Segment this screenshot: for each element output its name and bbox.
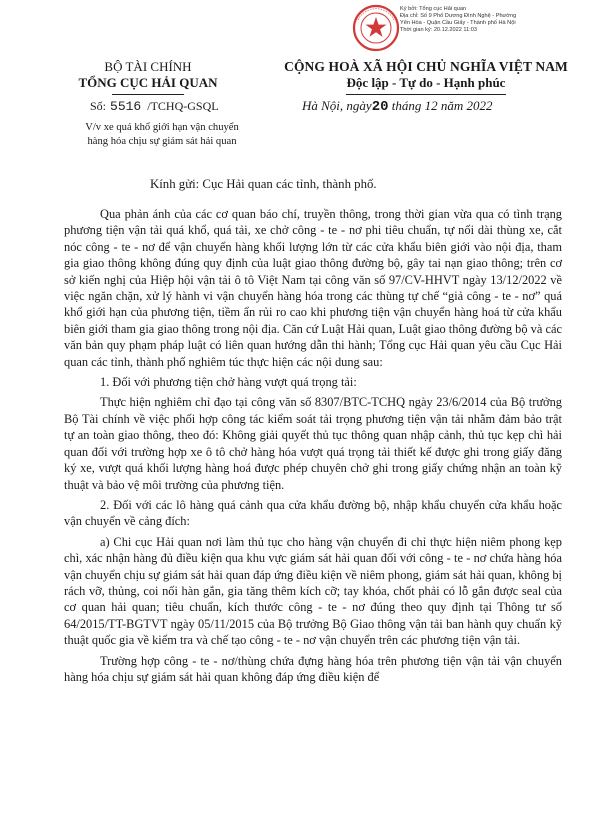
document-body bbox=[64, 206, 562, 689]
paragraph-section-2a-cont: Trường hợp công - te - nơ/thùng chứa đựng hàng hóa trên phương tiện vận tải vận chuyển hàng hóa chịu sự giám sát hải quan không đáp ứng điều kiện để bbox=[64, 653, 562, 684]
subject-line-1: V/v xe quá khổ giới hạn vận chuyển bbox=[85, 122, 239, 133]
signature-time: Thời gian ký: 20.12.2022 11:03 bbox=[400, 27, 477, 33]
signature-address-2: Yên Hòa - Quận Cầu Giấy - Thành phố Hà Nội bbox=[400, 20, 516, 26]
paragraph-section-2a: a) Chi cục Hải quan nơi làm thủ tục cho hàng vận chuyển đi chỉ thực hiện niêm phong kẹp chì, xác nhận hàng đủ điều kiện qua khu vực giám sát hải quan đối với công - te - nơ chứa hàng hóa vận chuyển chịu sự giám sát hải quan đáp ứng điều kiện về niêm phong, giám sát hải quan, không bị rách vỡ, thủng, coi nối hàn gắn, gia tăng thêm kích cỡ; tay khóa, chốt phải có lỗ gắn được seal của cơ quan hải quan; tiêu chuẩn, kích thước công - te - nơ đúng theo quy định tại Thông tư số 64/2015/TT-BGTVT ngày 05/11/2015 của Bộ trưởng Bộ Giao thông vận tải ban hành quy chuẩn kỹ thuật quốc gia về kiểm tra và chế tạo công - te - nơ vận chuyển trên các phương tiện vận tải. bbox=[64, 534, 562, 648]
issuing-agency bbox=[58, 59, 238, 95]
signature-address-1: Địa chỉ: Số 9 Phố Dương Đình Nghệ - Phường bbox=[400, 13, 517, 19]
date-suffix: tháng 12 năm 2022 bbox=[391, 98, 493, 113]
number-prefix: Số: bbox=[90, 99, 107, 113]
paragraph-section-2-heading: 2. Đối với các lô hàng quá cảnh qua cửa khẩu đường bộ, nhập khẩu chuyển cửa khẩu hoặc vận chuyển về cảng đích: bbox=[64, 497, 562, 529]
date-prefix: Hà Nội, ngày bbox=[302, 98, 372, 113]
ministry-name: BỘ TÀI CHÍNH bbox=[104, 59, 192, 74]
number-value: 5516 bbox=[110, 99, 142, 114]
document-number bbox=[90, 99, 219, 114]
motto: Độc lập - Tự do - Hạnh phúc bbox=[346, 75, 506, 90]
document-date bbox=[302, 98, 493, 115]
national-motto bbox=[268, 59, 584, 95]
digital-signature-info bbox=[400, 6, 588, 34]
subject-line-2: hàng hóa chịu sự giám sát hải quan bbox=[87, 136, 237, 147]
signature-signer: Ký bởi: Tổng cục Hải quan bbox=[400, 6, 467, 12]
paragraph-section-1-heading: 1. Đối với phương tiện chở hàng vượt quá trọng tải: bbox=[100, 375, 357, 390]
official-seal-icon bbox=[352, 4, 400, 52]
number-suffix: /TCHQ-GSQL bbox=[147, 99, 219, 113]
salutation: Kính gửi: Cục Hải quan các tỉnh, thành phố. bbox=[150, 177, 377, 191]
agency-underline bbox=[112, 94, 184, 95]
paragraph-section-1: Thực hiện nghiêm chỉ đạo tại công văn số 8307/BTC-TCHQ ngày 23/6/2014 của Bộ trưởng Bộ Tài chính về việc phối hợp công tác kiểm soát tải trọng phương tiện vận tải nhằm đảm bảo trật tự an toàn giao thông, theo đó: Không giải quyết thủ tục thông quan nhập cảnh, thủ tục kẹp chì hải quan đối với trường hợp xe ô tô chở hàng hóa vượt quá trọng tải thiết kế được ghi trong giấy đăng ký xe, vượt quá khối lượng hàng hoá được phép chuyên chở ghi trong giấy chứng nhận an toàn kỹ thuật và bảo vệ môi trường của phương tiện. bbox=[64, 395, 562, 492]
motto-underline bbox=[346, 94, 506, 95]
nation-name: CỘNG HOÀ XÃ HỘI CHỦ NGHĨA VIỆT NAM bbox=[284, 59, 568, 74]
document-subject bbox=[62, 121, 262, 149]
paragraph-intro: Qua phản ánh của các cơ quan báo chí, truyền thông, trong thời gian vừa qua có tình trạng phương tiện vận tải quá khổ, quá tải, xe chở công - te - nơ phi tiêu chuẩn, tự nối dài thùng xe, cắt nóc công - te - nơ để vận chuyển hàng khối lượng lớn từ các cửa khẩu biên giới vào nội địa, tham gia giao thông không đúng quy định của luật giao thông đường bộ, gây tai nạn giao thông; trên cơ sở kiến nghị của Hiệp hội vận tải ô tô Việt Nam tại công văn số 97/CV-HHVT ngày 13/12/2022 về việc ngăn chặn, xử lý hành vi vận chuyển hàng hóa trong các thùng tự chế “giả công - te - nơ” quá khổ giới hạn của phương tiện, tiềm ẩn rủi ro cao khi phương tiện vận chuyển hàng hoá từ cửa khẩu biên giới tham gia giao thông trong nội địa. Căn cứ Luật Hải quan, Luật giao thông đường bộ và các văn bản quy phạm pháp luật có liên quan hướng dẫn thi hành; Tổng cục Hải quan yêu cầu Cục Hải quan các tỉnh, thành phố nghiêm túc thực hiện các nội dung sau: bbox=[64, 207, 562, 369]
department-name: TỔNG CỤC HẢI QUAN bbox=[78, 75, 218, 90]
date-day: 20 bbox=[371, 99, 389, 115]
